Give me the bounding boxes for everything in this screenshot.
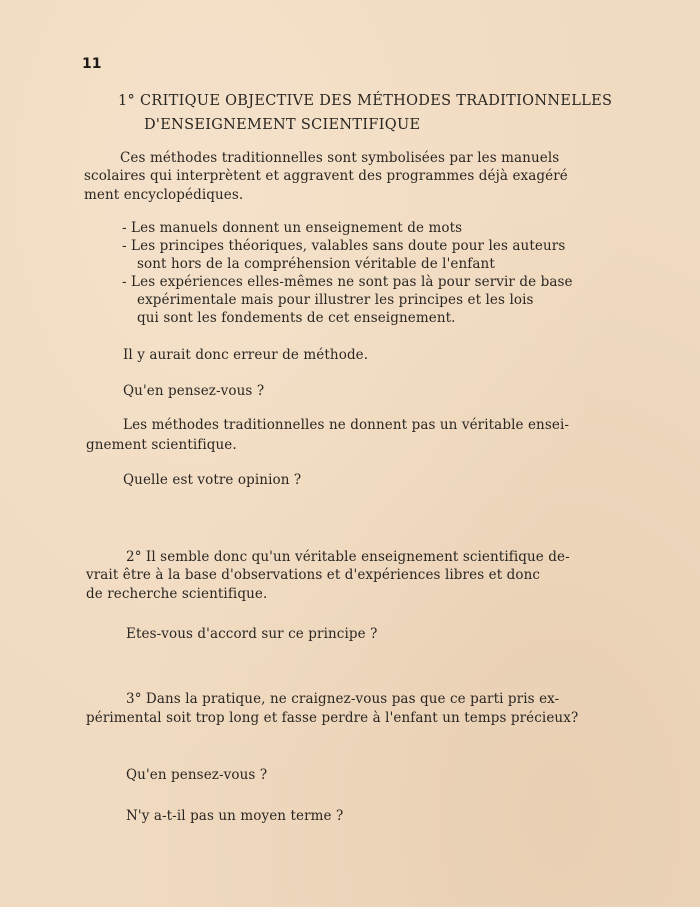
section2-line1: 2° Il semble donc qu'un véritable enseignement scientifique de- bbox=[126, 549, 570, 565]
section1-statement2-line2: gnement scientifique. bbox=[86, 437, 237, 453]
section1-bullet3-cont1: expérimentale mais pour illustrer les principes et les lois bbox=[137, 292, 534, 308]
section1-bullet1: - Les manuels donnent un enseignement de mots bbox=[122, 220, 463, 236]
section1-bullet3: - Les expériences elles-mêmes ne sont pas là pour servir de base bbox=[122, 274, 573, 290]
section2-question: Etes-vous d'accord sur ce principe ? bbox=[126, 626, 378, 642]
section1-bullet3-cont2: qui sont les fondements de cet enseignement. bbox=[137, 310, 456, 326]
section1-statement2-line1: Les méthodes traditionnelles ne donnent pas un véritable ensei- bbox=[123, 417, 570, 433]
section3-question2: N'y a-t-il pas un moyen terme ? bbox=[126, 808, 344, 824]
section1-question2: Quelle est votre opinion ? bbox=[123, 472, 302, 488]
section3-line1: 3° Dans la pratique, ne craignez-vous pas que ce parti pris ex- bbox=[126, 691, 560, 707]
section2-line3: de recherche scientifique. bbox=[86, 586, 268, 602]
section1-bullet2: - Les principes théoriques, valables sans doute pour les auteurs bbox=[122, 238, 566, 254]
section1-heading-line2: D'ENSEIGNEMENT SCIENTIFIQUE bbox=[144, 117, 421, 133]
section3-line2: périmental soit trop long et fasse perdre à l'enfant un temps précieux? bbox=[86, 710, 579, 726]
section3-question1: Qu'en pensez-vous ? bbox=[126, 767, 268, 783]
section2-line2: vrait être à la base d'observations et d'expériences libres et donc bbox=[86, 567, 541, 583]
section1-intro-line1: Ces méthodes traditionnelles sont symbolisées par les manuels bbox=[120, 150, 560, 166]
section1-intro-line2: scolaires qui interprètent et aggravent des programmes déjà exagéré bbox=[84, 168, 568, 184]
section1-question1: Qu'en pensez-vous ? bbox=[123, 383, 265, 399]
section1-intro-line3: ment encyclopédiques. bbox=[84, 187, 244, 203]
section1-statement1: Il y aurait donc erreur de méthode. bbox=[123, 347, 369, 363]
page-mark: 11 bbox=[82, 56, 102, 72]
section1-heading-line1: 1° CRITIQUE OBJECTIVE DES MÉTHODES TRADITIONNELLES bbox=[118, 93, 613, 109]
section1-bullet2-cont: sont hors de la compréhension véritable de l'enfant bbox=[137, 256, 495, 272]
